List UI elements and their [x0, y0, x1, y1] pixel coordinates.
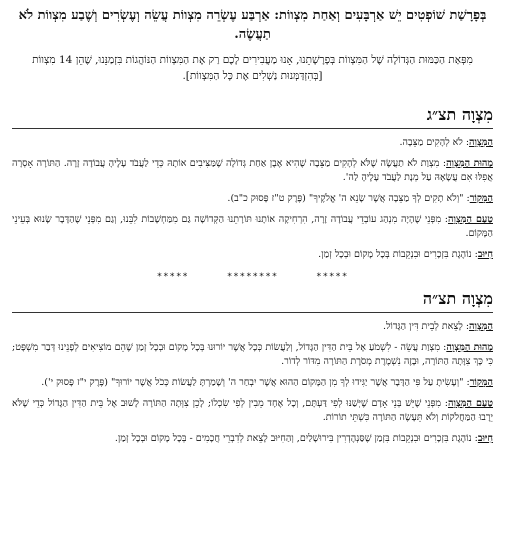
- obligation-text: : נוֹהֶגֶת בִּזְכָרִים וּבִנְקֵבוֹת בְּכָל מָקוֹם וּבְכָל זְמַן.: [318, 249, 478, 260]
- essence-text: : מִצְוַת לֹא תַעֲשֶׂה שֶׁלֹּא לְהָקִים מַצֵּבָה שֶׁהִיא אֶבֶן אַחַת גְּדוֹלָה שֶׁמַּצִּיבִים אוֹתָהּ כְּדֵי לַעֲבֹד עָלֶיהָ עֲבוֹדָה זָרָה. הַתּוֹרָה אָסְרָה אֲפִלּוּ אִם עֲשָׂאָהּ עַל מְנָת לַעֲבֹד עָלֶיהָ לַה'.: [12, 158, 493, 183]
- mitzvah-text: : לֹא לְהָקִים מַצֵּבָה.: [399, 137, 470, 148]
- reason-label: טַעַם הַמִּצְוָה: [447, 398, 493, 409]
- mitzvah-495-source: [12, 376, 493, 390]
- mitzvah-493-mitzvah: [12, 136, 493, 150]
- reason-text: : מִפְּנֵי שֶׁהָיָה מִנְהַג עוֹבְדֵי עֲבוֹדָה זָרָה, הִרְחִיקָה אוֹתָנוּ תּוֹרָתֵנוּ הַקְּדוֹשָׁה גַּם מִמַּחְשָׁבוֹת לִבֵּנוּ, וְגַם מִפְּנֵי שֶׁהַדָּבָר שָׂנוּא בְּעֵינֵי הַמָּקוֹם.: [12, 214, 493, 239]
- reason-label: טַעַם הַמִּצְוָה: [447, 214, 493, 225]
- mitzvah-495-section: [12, 288, 493, 446]
- mitzvah-493-title: מִצְוָה תצ״ג: [12, 104, 493, 129]
- separator-left: *****: [156, 272, 189, 282]
- section-separator: [12, 272, 493, 282]
- mitzvah-495-essence: [12, 341, 493, 369]
- mitzvah-495-reason: [12, 397, 493, 425]
- source-text: : "וְעָשִׂיתָ עַל פִּי הַדָּבָר אֲשֶׁר יַגִּידוּ לְךָ מִן הַמָּקוֹם הַהוּא אֲשֶׁר יִבְחַר ה' וְשָׁמַרְתָּ לַעֲשׂוֹת כְּכֹל אֲשֶׁר יוֹרוּךָ" (פֶּרֶק י"ז פָּסוּק י').: [41, 377, 470, 388]
- mitzvah-493-source: [12, 192, 493, 206]
- obligation-label: חִיּוּב: [477, 249, 493, 260]
- mitzvah-493-reason: [12, 213, 493, 241]
- mitzvah-label: הַמִּצְוָה: [469, 321, 493, 332]
- mitzvah-493-section: [12, 104, 493, 262]
- mitzvah-text: : לָצֵאת לְבֵית דִּין הַגָּדוֹל.: [382, 321, 470, 332]
- separator-right: *****: [316, 272, 349, 282]
- essence-label: מַהוּת הַמִּצְוָה: [446, 158, 493, 169]
- obligation-text: : נוֹהֶגֶת בִּזְכָרִים וּבִנְקֵבוֹת בִּזְמַן שֶׁסַּנְהֶדְרִין בִּירוּשָׁלַיִם, וְהַחִיּוּב לָצֵאת לְדִבְרֵי חֲכָמִים - בְּכָל מָקוֹם וּבְכָל זְמַן.: [114, 433, 478, 444]
- essence-label: מַהוּת הַמִּצְוָה: [446, 342, 493, 353]
- intro-text: מִפְּאַת הַכַּמּוּת הַגְּדוֹלָה שֶׁל הַמִּצְווֹת בְּפָרָשָׁתֵנוּ, אָנוּ מַעֲבִירִים לָכֶם רַק אֶת הַמִּצְווֹת הַנּוֹהֲגוֹת בִּזְמַנֵּנוּ, שֶׁהֵן 14 מִצְווֹת [בְּהִזְדַּמְּנוּת נַשְׁלִים אֶת כָּל הַמִּצְווֹת].: [32, 54, 473, 82]
- mitzvah-495-obligation: [12, 432, 493, 446]
- mitzvah-493-essence: [12, 157, 493, 185]
- obligation-label: חִיּוּב: [477, 433, 493, 444]
- intro-title: בְּפָרָשַׁת שׁוֹפְטִים יֵשׁ אַרְבָּעִים וְאַחַת מִצְווֹת: אַרְבַּע עֶשְׂרֵה מִצְווֹת עֲשֵׂה וְעֶשְׂרִים וְשֶׁבַע מִצְווֹת לֹא תַעֲשֶׂה.: [18, 8, 487, 42]
- mitzvah-495-mitzvah: [12, 320, 493, 334]
- source-label: הַמָּקוֹר: [469, 193, 493, 204]
- mitzvah-label: הַמִּצְוָה: [469, 137, 493, 148]
- essence-text: : מִצְוַת עֲשֵׂה - לִשְׁמֹעַ אֶל בֵּית הַדִּין הַגָּדוֹל, וְלַעֲשׂוֹת כְּכָל אֲשֶׁר יוֹרוּנוּ בְּכָל מָקוֹם וּבְכָל זְמַן שֶׁהֵם מוֹצִיאִים לְפָנֵינוּ דְּבַר מִשְׁפָּט; כִּי כָּךְ צִוָּתָה הַתּוֹרָה, וּבָזֶה נִשְׁמֶרֶת מְסֹרֶת הַתּוֹרָה מִדּוֹר לְדוֹר.: [12, 342, 493, 367]
- mitzvah-493-obligation: [12, 248, 493, 262]
- source-text: : "וְלֹא תָקִים לְךָ מַצֵּבָה אֲשֶׁר שָׂנֵא ה' אֱלֹקֶיךָ" (פֶּרֶק ט"ז פָּסוּק כ"ב).: [227, 193, 470, 204]
- source-label: הַמָּקוֹר: [469, 377, 493, 388]
- mitzvah-495-title: מִצְוָה תצ״ה: [12, 288, 493, 313]
- reason-text: : מִפְּנֵי שֶׁיֵּשׁ בְּנֵי אָדָם שֶׁיְּשַׁנּוּ לְפִי דַּעְתָּם, וְכָל אֶחָד מֵבִין לְפִי שִׂכְלוֹ; לָכֵן צִוְּתָה הַתּוֹרָה לָשׁוּב אֶל בֵּית הַדִּין הַגָּדוֹל כְּדֵי שֶׁלֹּא יֵרָבוּ הַמַּחֲלֹקוֹת וְלֹא תֵּעָשֶׂה הַתּוֹרָה כִּשְׁתֵּי תוֹרוֹת.: [12, 398, 493, 423]
- separator-middle: ********: [226, 272, 279, 282]
